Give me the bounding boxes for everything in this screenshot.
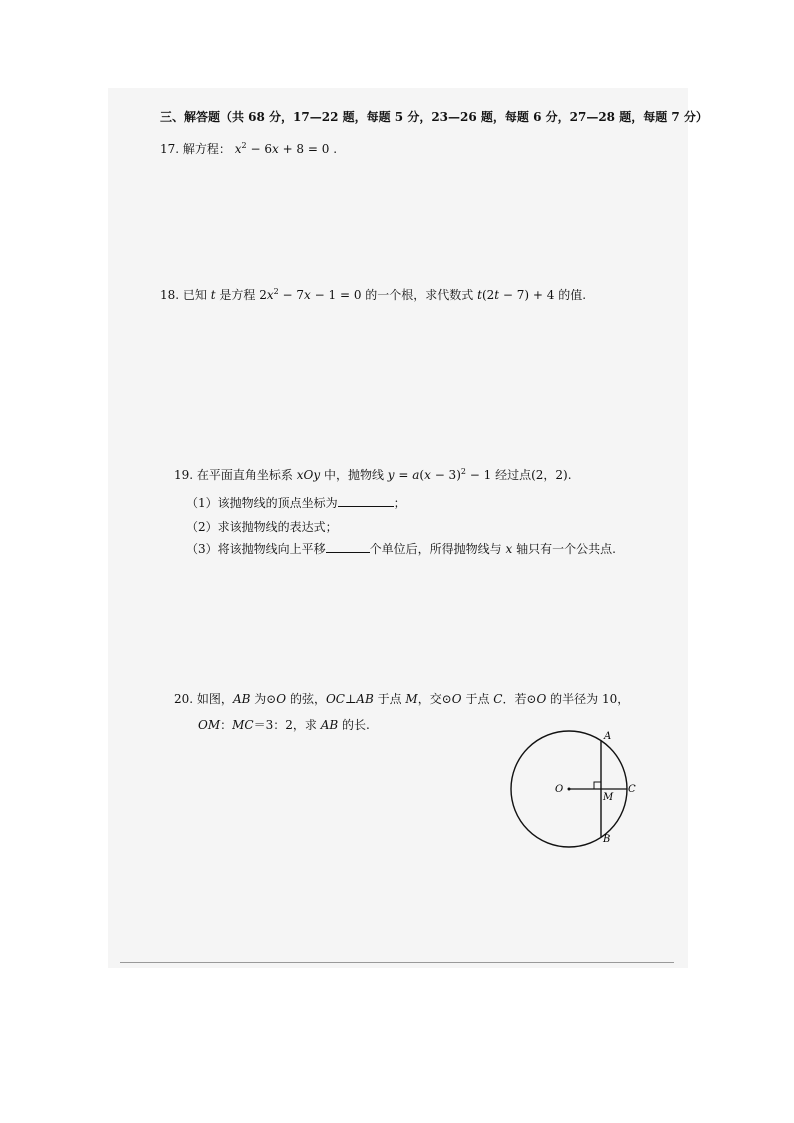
part-text: （1）该抛物线的顶点坐标为 [186,496,338,510]
section-heading: 三、解答题（共 68 分，17—22 题，每题 5 分，23—26 题，每题 6 分，27—28 题，每题 7 分） [160,110,708,124]
label-m: M [603,792,614,803]
right-angle-mark [594,782,601,789]
text-var: t [210,288,216,302]
text-part: 的长. [338,718,370,732]
text-part: 如图， [196,692,233,706]
question-19-part-2: （2）求该抛物线的表达式； [186,520,338,534]
equation-exponent: 2 [241,141,247,150]
text-part: 已知 [182,288,211,302]
text-var: AB [356,692,374,706]
equation-var: x [271,142,279,156]
text-var: O [451,692,462,706]
text-exponent: 2 [460,467,466,476]
text-var: y [387,468,395,482]
text-var: xOy [296,468,321,482]
text-part: ⊥ [345,692,357,706]
text-var: t [477,288,482,302]
label-b: B [603,834,611,845]
question-prompt: 解方程： [182,142,231,156]
text-part: ．若⊙ [502,692,537,706]
text-var: O [536,692,547,706]
text-part: − 7) + 4 的值. [499,288,587,302]
text-part: − 1 经过点(2，2). [465,468,572,482]
text-part: 是方程 2 [215,288,267,302]
label-c: C [628,784,636,795]
text-part: (2 [481,288,495,302]
text-part: ： [220,718,233,732]
question-number: 19. [174,468,194,482]
text-var: OC [325,692,345,706]
text-var: OM [198,718,221,732]
bottom-rule [120,962,674,963]
part-text: （3）将该抛物线向上平移 [186,542,326,556]
center-point [568,788,571,791]
text-part: − 1 = 0 的一个根，求代数式 [310,288,478,302]
text-var: x [505,542,513,556]
text-part: 为⊙ [250,692,277,706]
text-part: ( [419,468,425,482]
text-var: a [412,468,420,482]
text-part: ，交⊙ [417,692,452,706]
label-o: O [555,784,564,795]
text-part: 于点 [461,692,494,706]
text-var: x [304,288,311,302]
text-exponent: 2 [273,287,279,296]
text-var: t [494,288,500,302]
text-part: − 7 [278,288,305,302]
text-part: ＝3：2，求 [253,718,321,732]
text-part: 的弦， [286,692,326,706]
text-var: MC [232,718,254,732]
question-number: 20. [174,692,194,706]
question-number: 18. [160,288,180,302]
equation-part: + 8 = 0 . [278,142,338,156]
part-text: ； [393,496,406,510]
text-var: M [405,692,418,706]
text-var: AB [232,692,251,706]
text-part: 在平面直角坐标系 [196,468,297,482]
text-part: − 3) [430,468,461,482]
text-var: AB [320,718,339,732]
part-text: 个单位后，所得抛物线与 [369,542,506,556]
text-var: O [276,692,287,706]
equation-part: − 6 [246,142,272,156]
text-part: 的半径为 10， [546,692,630,706]
text-part: 于点 [373,692,406,706]
text-part: = [394,468,413,482]
text-part: 中，抛物线 [320,468,388,482]
text-var: x [424,468,431,482]
text-var: x [266,288,274,302]
text-var: C [493,692,503,706]
question-number: 17. [160,142,180,156]
label-a: A [604,731,612,742]
part-text: 轴只有一个公共点. [512,542,616,556]
equation-var: x [234,142,242,156]
